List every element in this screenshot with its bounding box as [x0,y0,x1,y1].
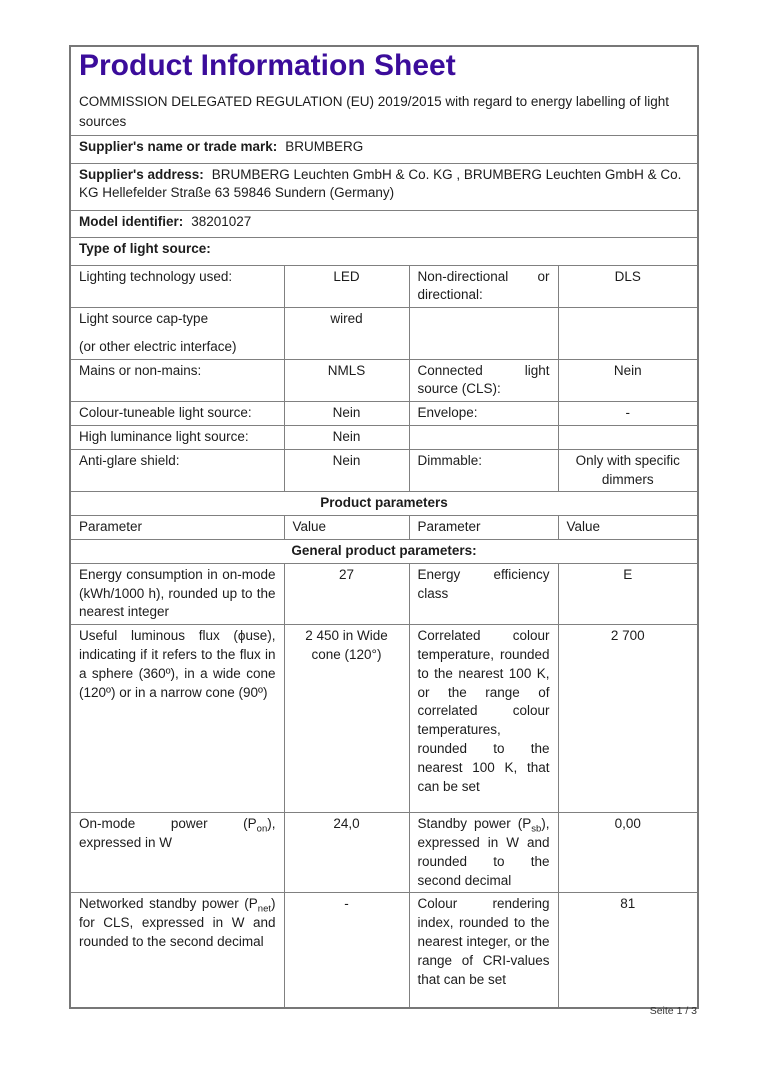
row-high-luminance [70,426,698,450]
standby-power-value: 0,00 [558,813,698,893]
supplier-address-label: Supplier's address: [79,166,204,182]
row-product-parameters-header [70,492,698,516]
colour-rendering-index-value: 81 [558,893,698,1008]
model-identifier-row [70,210,698,237]
lighting-technology-value: LED [284,265,409,308]
row-on-mode-power [70,813,698,893]
on-mode-power-label-a: On-mode power (P [79,816,257,832]
mains-value: NMLS [284,359,409,402]
col-header-value-2: Value [558,516,698,540]
title-cell [70,46,698,135]
standby-power-label-sub: sb [531,823,542,835]
row-column-headers [70,516,698,540]
supplier-name-row [70,135,698,163]
energy-consumption-label: Energy consumption in on-mode (kWh/1000 h), rounded up to the nearest integer [70,563,284,624]
on-mode-power-label-b: ), expressed in W [79,816,276,851]
row-luminous-flux [70,625,698,813]
row-networked-standby [70,893,698,1008]
on-mode-power-label-sub: on [256,823,268,835]
col-header-value-1: Value [284,516,409,540]
cap-type-value: wired [284,308,409,360]
high-luminance-value: Nein [284,426,409,450]
energy-efficiency-class-value: E [558,563,698,624]
standby-power-label-a: Standby power (P [417,816,532,832]
supplier-address-row [70,163,698,210]
correlated-colour-temperature-label: Correlated colour temperature, rounded to the nearest 100 K, or the range of correlated colour temperatures, rounded to the nearest 100 K, that can be set [409,625,558,813]
cap-type-empty-value [558,308,698,360]
regulation-text: COMMISSION DELEGATED REGULATION (EU) 2019/2015 with regard to energy labelling of light sources [79,94,669,129]
row-cap-type [70,308,698,360]
on-mode-power-label [70,813,284,893]
supplier-name-label: Supplier's name or trade mark: [79,138,278,154]
anti-glare-value: Nein [284,449,409,492]
cap-type-empty-param [409,308,558,360]
connected-light-source-label: Connected light source (CLS): [409,359,558,402]
colour-rendering-index-label: Colour rendering index, rounded to the nearest integer, or the range of CRI-values that can be set [409,893,558,1008]
general-parameters-title: General product parameters: [70,540,698,564]
luminous-flux-value: 2 450 in Wide cone (120°) [284,625,409,813]
col-header-parameter-2: Parameter [409,516,558,540]
networked-standby-label-b: ) for CLS, expressed in W and rounded to the second decimal [79,896,276,950]
envelope-value: - [558,402,698,426]
colour-tuneable-label: Colour-tuneable light source: [70,402,284,426]
page-number: Seite 1 / 3 [649,1005,697,1017]
cap-type-label [70,308,284,360]
page-title: Product Information Sheet [79,49,456,82]
row-mains [70,359,698,402]
model-identifier-value: 38201027 [191,213,252,229]
networked-standby-value: - [284,893,409,1008]
row-general-parameters-header [70,540,698,564]
standby-power-label [409,813,558,893]
energy-efficiency-class-label: Energy efficiency class [409,563,558,624]
supplier-name-value: BRUMBERG [285,138,364,154]
directional-value: DLS [558,265,698,308]
anti-glare-label: Anti-glare shield: [70,449,284,492]
col-header-parameter-1: Parameter [70,516,284,540]
luminous-flux-label: Useful luminous flux (ϕuse), indicating if it refers to the flux in a sphere (360º), in a wide cone (120º) or in a narrow cone (90º) [70,625,284,813]
high-luminance-label: High luminance light source: [70,426,284,450]
lighting-technology-label: Lighting technology used: [70,265,284,308]
model-identifier-label: Model identifier: [79,213,184,229]
directional-label: Non-directional or directional: [409,265,558,308]
networked-standby-label-a: Networked standby power (P [79,896,258,912]
row-energy-consumption [70,563,698,624]
dimmable-label: Dimmable: [409,449,558,492]
row-anti-glare [70,449,698,492]
energy-consumption-value: 27 [284,563,409,624]
high-luminance-empty-value [558,426,698,450]
connected-light-source-value: Nein [558,359,698,402]
type-of-light-source-row [70,237,698,265]
networked-standby-label-sub: net [257,904,271,916]
standby-power-label-b: ), expressed in W and rounded to the second decimal [417,816,550,888]
mains-label: Mains or non-mains: [70,359,284,402]
envelope-label: Envelope: [409,402,558,426]
type-of-light-source-label: Type of light source: [79,240,211,256]
correlated-colour-temperature-value: 2 700 [558,625,698,813]
dimmable-value: Only with specific dimmers [558,449,698,492]
colour-tuneable-value: Nein [284,402,409,426]
row-colour-tuneable [70,402,698,426]
supplier-address-value: BRUMBERG Leuchten GmbH & Co. KG , BRUMBERG Leuchten GmbH & Co. KG Hellefelder Straße 63 59846 Sundern (Germany) [79,166,682,201]
product-parameters-title: Product parameters [70,492,698,516]
cap-type-label-line1: Light source cap-type [79,311,209,327]
product-information-sheet [69,45,699,1009]
on-mode-power-value: 24,0 [284,813,409,893]
row-lighting-technology [70,265,698,308]
high-luminance-empty-param [409,426,558,450]
networked-standby-label [70,893,284,1008]
cap-type-label-line2: (or other electric interface) [79,338,237,354]
